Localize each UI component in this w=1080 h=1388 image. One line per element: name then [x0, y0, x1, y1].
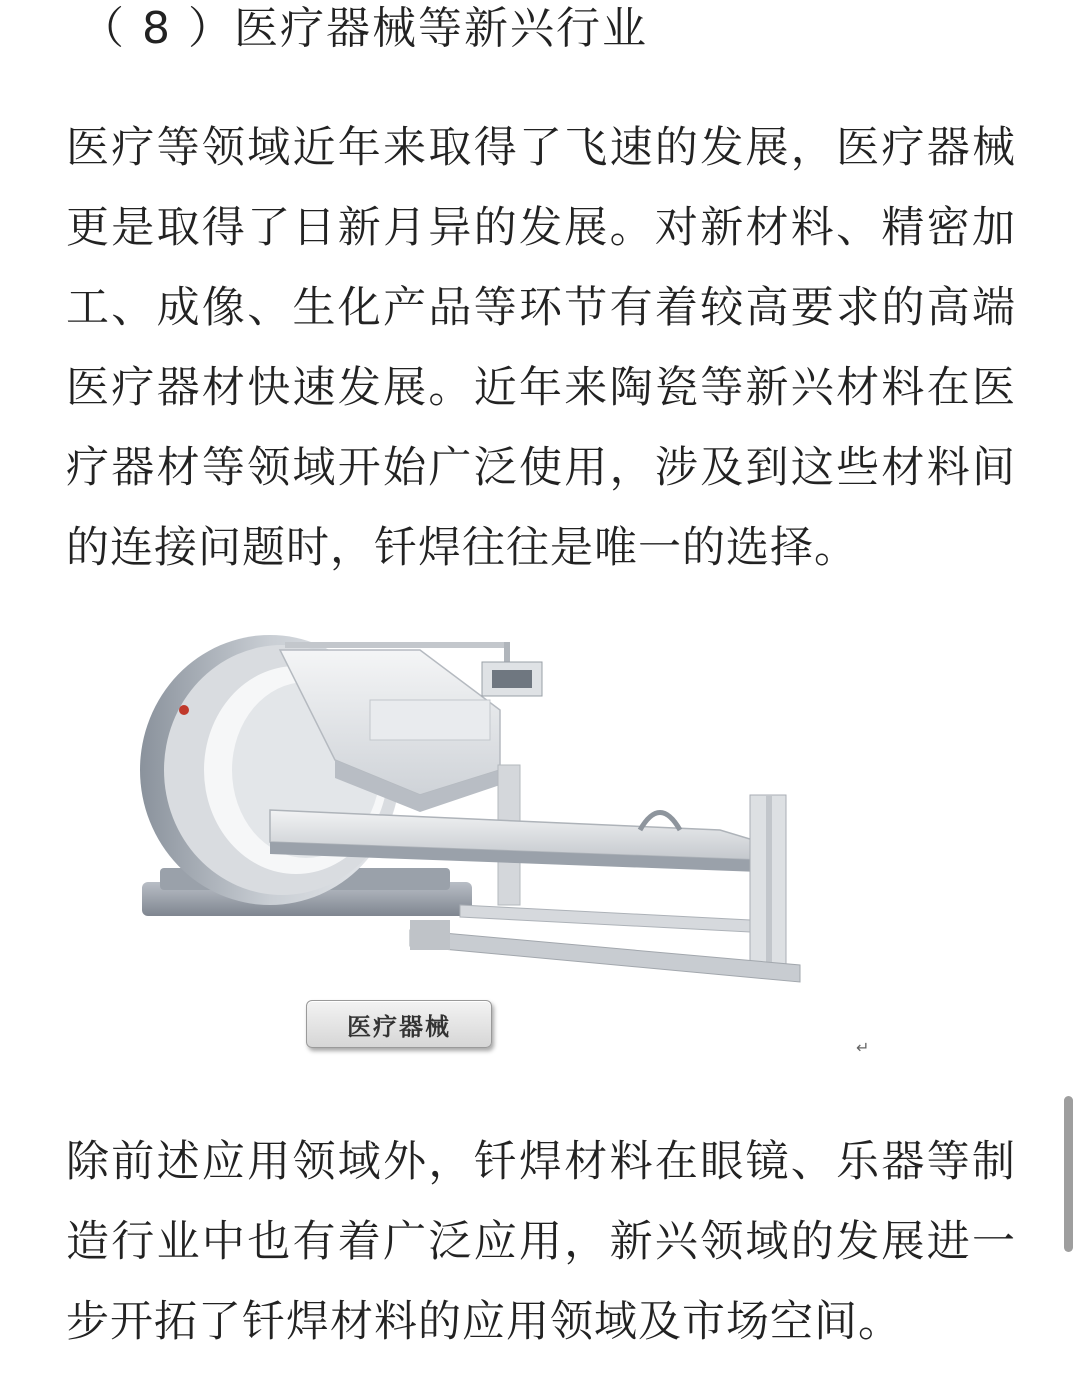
paragraph-medical-devices: 医疗等领域近年来取得了飞速的发展，医疗器械更是取得了日新月异的发展。对新材料、精密加工、成像、生化产品等环节有着较高要求的高端医疗器材快速发展。近年来陶瓷等新兴材料在医疗器材等领域开始广泛使用，涉及到这些材料间的连接问题时，钎焊往往是唯一的选择。 — [66, 123, 1016, 573]
return-mark-icon: ↵ — [856, 1038, 870, 1057]
ct-scanner-illustration — [120, 620, 880, 1070]
scrollbar-thumb[interactable] — [1064, 1096, 1073, 1252]
medical-device-figure — [120, 620, 880, 1070]
section-heading: （ 8 ）医疗器械等新兴行业 — [80, 3, 648, 54]
figure-caption-label: 医疗器械 — [306, 1000, 492, 1048]
paragraph-other-applications: 除前述应用领域外，钎焊材料在眼镜、乐器等制造行业中也有着广泛应用，新兴领域的发展进一步开拓了钎焊材料的应用领域及市场空间。 — [66, 1137, 1016, 1347]
